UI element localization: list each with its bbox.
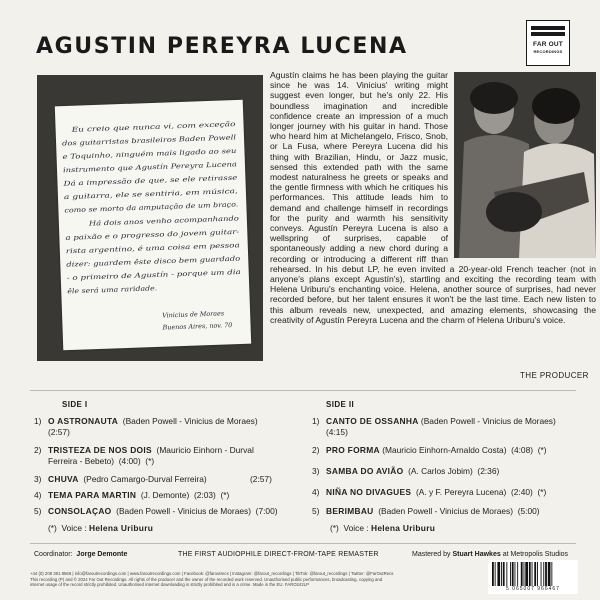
barcode-bar <box>495 562 496 586</box>
letter-signature: Buenos Aires, nov. 70 <box>162 321 233 332</box>
barcode-bar <box>510 562 511 586</box>
barcode-number: 5 065007 966467 <box>488 586 578 592</box>
letter-line: Há dois anos venho acompanhando <box>88 215 208 228</box>
voice-mark: (*) <box>537 445 547 455</box>
side-2-label: SIDE II <box>326 400 355 409</box>
letter-line: Dá a impressão de que, se ele retirasse <box>63 175 196 188</box>
letter-line: êle será uma raridade. <box>67 284 144 296</box>
track-title: NIÑA NO DIVAGUES <box>326 487 412 497</box>
voice-label: Voice : <box>343 523 369 533</box>
track-title: PRO FORMA <box>326 445 380 455</box>
barcode-bar <box>497 562 500 586</box>
divider-bottom <box>30 543 576 544</box>
voice-credit <box>330 523 560 534</box>
musicians-photo <box>454 72 596 258</box>
voice-credit <box>48 523 278 534</box>
barcode-bar <box>506 562 507 586</box>
liner-notes-text: Agustín claims he has been playing the guitar since he was 14. Vinicius' writing might suggest even longer, but he's only 22. His boundless imagination and incredible confidence create an impression of a much longer journey with his guitar in hand. Those who heard him at Michelangelo, Frisco, Snob, or La Fusa, where Pereyra Lucena did his thing with Brazilian, Hindu, or Jazz music, sensed this extended path with the same modest naturalness he greets or speaks and the gentle firmness with which he critiques his performances. This attitude leads him to demand and challenge himself in recordings for the purity and warmth his sensitivity conveys. Agustín Pereyra Lucena is also a wellspring of surprises, capable of spontaneously adding a new chord during a recording or introducing a different riff than rehearsed. In his debut LP, he even invited a 20-year-old French teacher (not in anyone's plans except Agustín's), startling and exciting the recording team with Helena Uriburu's enchanting voice. Helena, another source of surprises, had never recorded before, but her talent ensures it won't be the last time. Each new listen to this album reveals new, unexpected, and amazing elements, showcasing the creativity of Agustín Pereyra Lucena and the charm of Helena Uriburu's voice. <box>270 70 596 325</box>
mastering-credit: Mastered by Stuart Hawkes at Metropolis Studios <box>412 551 569 558</box>
track-title: SAMBA DO AVIÃO <box>326 466 404 476</box>
voice-label: Voice : <box>61 523 87 533</box>
remaster-note: THE FIRST AUDIOPHILE DIRECT-FROM-TAPE REMASTER <box>178 551 379 558</box>
voice-mark: (*) <box>537 487 547 497</box>
logo-line2: RECORDINGS <box>533 49 563 54</box>
track-credit: (A. Carlos Jobim) <box>408 466 473 476</box>
barcode-bar <box>529 562 531 586</box>
letter-line: e Toquinho, ninguém mais ligado ao seu <box>62 148 198 161</box>
track-credit: (Baden Powell - Vinicius de Moraes) <box>378 506 514 516</box>
rights-line-1: This recording (P) and © 2024 Far Out Recordings. All rights of the producer and the owner of the recorded work reserved. Unauthorised public performances, broadcasting, copying and <box>30 576 383 582</box>
voice-mark: (*) <box>330 523 339 533</box>
divider-top <box>30 390 576 391</box>
track-title: CANTO DE OSSANHA <box>326 416 419 426</box>
track-duration: (5:00) <box>517 506 540 516</box>
letter-line: a paixão e o progresso do jovem guitar- <box>65 229 198 242</box>
barcode-bar <box>503 562 505 586</box>
track-duration: (2:36) <box>477 466 500 476</box>
barcode-bars <box>488 560 578 586</box>
track-duration: (2:57) <box>48 427 70 437</box>
barcode-bar <box>537 562 538 586</box>
track-title: BERIMBAU <box>326 506 374 516</box>
side-1-label: SIDE I <box>62 400 88 409</box>
barcode-bar <box>548 562 551 586</box>
barcode-bar <box>543 562 544 586</box>
letter-line: dos guitarristas brasileiros Baden Powell <box>61 134 200 148</box>
album-back-cover: AGUSTIN PEREYRA LUCENA FAR OUT RECORDINGS Eu creio que nunca vi, com exceção dos guitarristas brasileiros Baden Powell e Toquinho, ninguém mais ligado ao seu instrumento que Agustín Pereyra Lucena Dá a impressão de que, se ele retirasse a guitarra, ele se sentiria, em música, como se morto da amputação de um braço. Há dois anos venho acompanhando a paixão e o progresso do jovem guitar- rista argentino, é uma coisa em pessoa dizer: guardem êste disco bem guardado - o primeiro de Agustín - porque um dia êle será uma raridade. Vinicius de Moraes Buenos Aires, nov. 70 Agustín claims he has been playing the guitar since he was 14. Vinicius' writing might suggest even longer, but he's only 22. His boundless imagination and incredible confidence create an impression of a much longer journey with his guitar in hand. Those who heard him at Michelangelo, Frisco, Snob, or La Fusa, where Pereyra Lucena did his thing with Brazilian, Hindu, or Jazz music, sensed this extended path with the same modest naturalness he greets or speaks and the gentle firmness with which he critiques his performances. This attitude leads him to demand and challenge himself in recordings for the purity and warmth his sensitivity conveys. Agustín Pereyra Lucena is also a wellspring of surprises, capable of spontaneously adding a new chord during a recording or introducing a different riff than rehearsed. In his debut LP, he even invited a 20-year-old French teacher (not in anyone's plans except Agustín's), startling and exciting the recording team with Helena Uriburu's enchanting voice. Helena, another source of surprises, had never recorded before, but her talent ensures it won't be the last time. Each new listen to this album reveals new, unexpected, and amazing elements, showcasing the creativity of Agustín Pereyra Lucena and the charm of Helena Uriburu's voice. THE PRODUCER SIDE I 1) O ASTRONAUTA (Baden Powell - Vinicius de Moraes) (2:57) 2) TRISTEZA DE NOS DOIS (Mauricio Einhorn - Durval Ferreira - Bebeto) (4:00) (*) 3) CHUVA (Pedro Camargo-Durval Ferreira) (2:57) 4) TEMA PARA MARTIN (J. Demonte) (2:03) (*) 5) CONSOLAÇAO (Baden Powell - Vinicius de Moraes) (7:00) (*) Voice : Helena Uriburu SIDE II 1) CANTO DE OSSANHA (Baden Powell - Vinicius de Moraes) (4:15) 2) PRO FORMA (Mauricio Einhorn-Arnaldo Costa) (4:08) (*) 3) SAMBA DO AVIÃO (A. Carlos Jobim) (2:36) 4) NIÑA NO DIVAGUES (A. y F. Pereyra Lucena) (2:40) (*) 5) BERIMBAU (Baden Powell - Vinicius de Moraes) (5:00) (*) Voice : Helena Uriburu Coordinator: Jorge Demonte THE FIRST AUDIOPHILE DIRECT-FROM-TAPE REMASTER Mastered by Stuart Hawkes at Metropolis Studios +44 (0) 208 391 8566 | info@faroutrecordings.com | www.faroutrecordings.com | Facebook: @faroutrecs | Instagram: @farout_recordings | TikTok: @farout_recordings | Twitter: @FarOutRecs This recording (P) and © 2024 Far Out Recordings. All rights of the producer and the owner of the recorded work reserved. Unauthorised public performances, broadcasting, copying and internet usage of the record strictly prohibited. Unauthorised internet downloading is strictly prohibited and is a crime. Made in the EU. FARO242LP 5 065007 966467 <box>0 0 600 600</box>
contact-line: +44 (0) 208 391 8566 | info@faroutrecordings.com | www.faroutrecordings.com | Facebook: @faroutrecs | Instagram: @farout_recordings | TikTok: @farout_recordings | Twitter: @FarOutRecs <box>30 571 394 576</box>
voice-mark: (*) <box>145 456 155 466</box>
voice-mark: (*) <box>48 523 57 533</box>
track-title: CHUVA <box>48 474 79 484</box>
track-credit: (J. Demonte) <box>140 490 190 500</box>
track-title: CONSOLAÇAO <box>48 506 112 516</box>
track-credit: (Baden Powell - Vinicius de Moraes) <box>420 416 556 426</box>
letter-line: dizer: guardem êste disco bem guardado <box>66 255 204 269</box>
mastering-engineer: Stuart Hawkes <box>452 551 501 558</box>
track-credit: (Baden Powell - Vinicius de Moraes) <box>116 506 251 516</box>
barcode-bar <box>545 562 547 586</box>
barcode-bar <box>525 562 528 586</box>
rights-line-2: internet usage of the record strictly prohibited. Unauthorised internet downloading is strictly prohibited and is a crime. Made in the EU. FARO242LP <box>30 582 309 588</box>
coordinator-name: Jorge Demonte <box>76 551 128 558</box>
barcode-bar <box>524 562 525 586</box>
letter-line: como se morto da amputação de um braço. <box>64 201 209 215</box>
barcode-bar <box>517 562 518 586</box>
track-credit: (Baden Powell - Vinicius de Moraes) <box>122 416 258 426</box>
track-duration: (7:00) <box>255 506 278 516</box>
letter-line: instrumento que Agustín Pereyra Lucena <box>62 161 201 175</box>
liner-notes <box>270 70 596 370</box>
track-credit: (Mauricio Einhorn - Durval <box>156 445 254 455</box>
coordinator-credit: Coordinator: Jorge Demonte <box>34 551 128 558</box>
letter-line: - o primeiro de Agustín - porque um dia <box>66 269 200 283</box>
producer-signoff: THE PRODUCER <box>520 371 589 380</box>
track-title: O ASTRONAUTA <box>48 416 119 426</box>
barcode-bar <box>501 562 502 586</box>
barcode-bar <box>492 562 494 586</box>
letter-signature: Vinicius de Moraes <box>162 309 225 320</box>
track-duration: (4:00) <box>118 456 141 466</box>
barcode-bar <box>532 562 533 586</box>
far-out-logo <box>526 20 570 66</box>
track-duration: (2:57) <box>250 474 272 484</box>
barcode-bar <box>534 562 536 586</box>
voice-name: Helena Uriburu <box>370 523 436 533</box>
track-title: TRISTEZA DE NOS DOIS <box>48 445 152 455</box>
letter-line: a guitarra, ele se sentiria, em música, <box>63 188 191 202</box>
track-credit: (Mauricio Einhorn-Arnaldo Costa) <box>382 445 507 455</box>
barcode-bar <box>541 562 542 586</box>
voice-name: Helena Uriburu <box>88 523 154 533</box>
barcode-bar <box>551 562 552 586</box>
track-duration: (4:15) <box>326 427 348 437</box>
letter-line: Eu creio que nunca vi, com exceção <box>71 121 192 134</box>
fine-print <box>30 571 470 588</box>
handwritten-letter-photo <box>37 75 263 361</box>
barcode-bar <box>521 562 523 586</box>
handwritten-letter <box>55 100 251 350</box>
track-credit: (A. y F. Pereyra Lucena) <box>415 487 507 497</box>
track-duration: (4:08) <box>511 445 534 455</box>
barcode-bar <box>515 562 516 586</box>
track-duration: (2:03) <box>193 490 216 500</box>
barcode-bar <box>512 562 514 586</box>
logo-line1: FAR OUT <box>533 41 563 48</box>
musicians-silhouette <box>454 72 596 258</box>
track-title: TEMA PARA MARTIN <box>48 490 137 500</box>
letter-paper <box>55 100 251 350</box>
track-duration: (2:40) <box>510 487 533 497</box>
album-title: AGUSTIN PEREYRA LUCENA <box>36 34 408 59</box>
track-credit: Ferreira - Bebeto) <box>48 456 115 466</box>
track-credit: (Pedro Camargo-Durval Ferreira) <box>83 474 207 484</box>
voice-mark: (*) <box>220 490 230 500</box>
letter-line: rista argentino, é uma coisa em pessoa <box>65 242 197 256</box>
